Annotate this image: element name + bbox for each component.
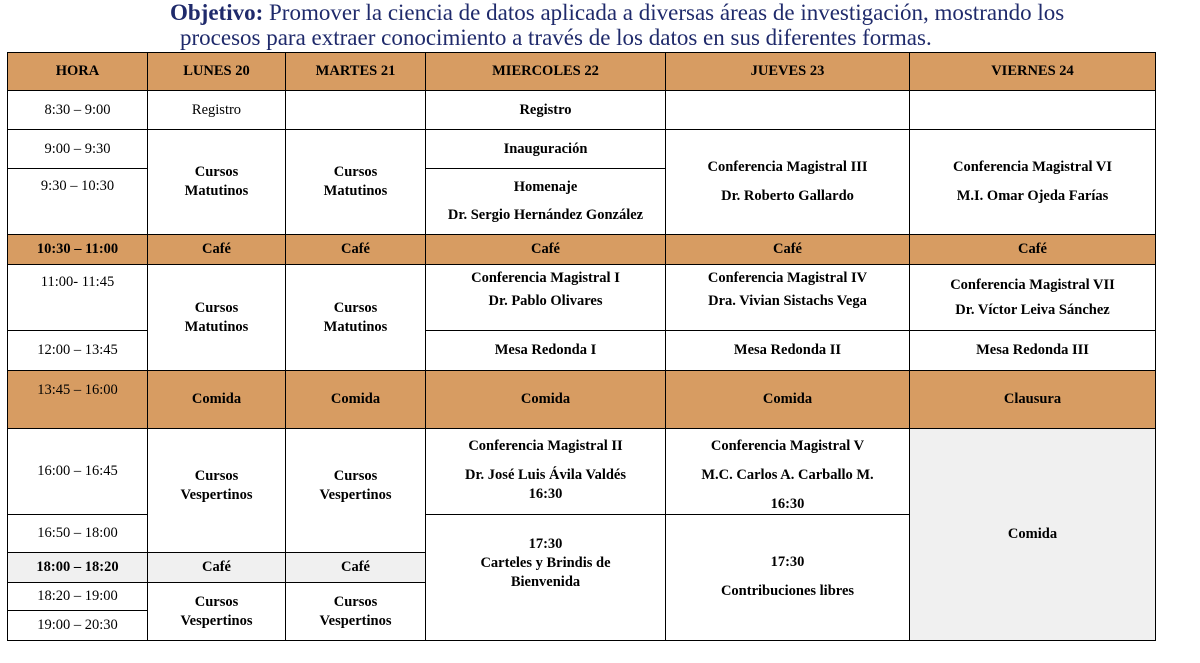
time-cell: 19:00 – 20:30 <box>8 611 148 641</box>
registro-lunes: Registro <box>148 91 286 130</box>
cell-line: Cursos <box>194 164 239 180</box>
cell-line: Cursos <box>333 299 378 316</box>
homenaje <box>426 169 666 235</box>
cell-line: Matutinos <box>323 318 388 335</box>
cell-line: Dra. Vivian Sistachs Vega <box>708 293 867 309</box>
cell-line: 16:30 <box>770 496 805 512</box>
time-cell: 12:00 – 13:45 <box>8 331 148 371</box>
comida-martes: Comida <box>286 371 426 429</box>
time-cell: 16:50 – 18:00 <box>8 515 148 553</box>
comida-miercoles: Comida <box>426 371 666 429</box>
cell-line: Conferencia Magistral V <box>710 438 865 454</box>
cell-line: M.C. Carlos A. Carballo M. <box>701 467 874 483</box>
cell-line: Conferencia Magistral II <box>468 438 623 454</box>
table-row <box>8 371 1156 429</box>
cell-line: Dr. Víctor Leiva Sánchez <box>955 301 1110 318</box>
cell-line: Vespertinos <box>180 612 253 629</box>
clausura: Clausura <box>910 371 1156 429</box>
registro-miercoles: Registro <box>426 91 666 130</box>
cell-line: Cursos <box>194 593 239 610</box>
cell-line: Vespertinos <box>319 487 392 503</box>
cell-line: Matutinos <box>184 318 249 335</box>
table-row <box>8 91 1156 130</box>
table-row <box>8 130 1156 169</box>
conferencia-magistral-vii <box>910 265 1156 331</box>
mesa-redonda-i: Mesa Redonda I <box>426 331 666 371</box>
conferencia-magistral-v <box>666 429 910 515</box>
cell-line: Conferencia Magistral VI <box>953 159 1112 175</box>
cell-line: Homenaje <box>513 179 578 195</box>
cursos-vespertinos-lunes <box>148 429 286 553</box>
time-cell: 18:20 – 19:00 <box>8 583 148 611</box>
cafe-lunes: Café <box>148 235 286 265</box>
cell-line: Carteles y Brindis de <box>480 555 611 571</box>
carteles-brindis <box>426 515 666 641</box>
cell-line: Contribuciones libres <box>720 583 855 599</box>
empty-cell <box>286 91 426 130</box>
header-miercoles: MIERCOLES 22 <box>426 53 666 91</box>
conferencia-magistral-iv <box>666 265 910 331</box>
inauguracion: Inauguración <box>426 130 666 169</box>
cell-line: Vespertinos <box>180 487 253 503</box>
cell-line: 16:30 <box>528 486 563 502</box>
cell-line: Matutinos <box>184 183 249 199</box>
cursos-vespertinos-martes-2 <box>286 583 426 641</box>
time-cell: 9:30 – 10:30 <box>8 169 148 235</box>
cell-line: Cursos <box>194 299 239 316</box>
cursos-matutinos-martes <box>286 130 426 235</box>
objective-line-2: procesos para extraer conocimiento a través de los datos en sus diferentes formas. <box>180 25 932 50</box>
header-martes: MARTES 21 <box>286 53 426 91</box>
objective-line-1: Promover la ciencia de datos aplicada a diversas áreas de investigación, mostrando los <box>269 0 1065 25</box>
header-lunes: LUNES 20 <box>148 53 286 91</box>
cafe-lunes-2: Café <box>148 553 286 583</box>
mesa-redonda-ii: Mesa Redonda II <box>666 331 910 371</box>
time-cell: 8:30 – 9:00 <box>8 91 148 130</box>
schedule-table <box>7 52 1156 641</box>
empty-cell <box>910 91 1156 130</box>
cafe-viernes: Café <box>910 235 1156 265</box>
cursos-vespertinos-lunes-2 <box>148 583 286 641</box>
cafe-jueves: Café <box>666 235 910 265</box>
cell-line: Bienvenida <box>510 574 581 590</box>
time-cell: 13:45 – 16:00 <box>8 371 148 429</box>
cursos-matutinos-martes-2 <box>286 265 426 371</box>
cell-line: Vespertinos <box>319 612 392 629</box>
cell-line: 17:30 <box>770 554 805 570</box>
cell-line: Cursos <box>333 468 378 484</box>
comida-jueves: Comida <box>666 371 910 429</box>
cell-line: Cursos <box>333 593 378 610</box>
cell-line: Conferencia Magistral III <box>707 159 868 175</box>
cafe-martes: Café <box>286 235 426 265</box>
conferencia-magistral-iii <box>666 130 910 235</box>
conferencia-magistral-vi <box>910 130 1156 235</box>
cafe-miercoles: Café <box>426 235 666 265</box>
time-cell: 9:00 – 9:30 <box>8 130 148 169</box>
cell-line: Dr. Sergio Hernández González <box>447 207 644 223</box>
cell-line: Cursos <box>333 164 378 180</box>
time-cell: 18:00 – 18:20 <box>8 553 148 583</box>
table-row <box>8 429 1156 515</box>
cafe-martes-2: Café <box>286 553 426 583</box>
cell-line: Conferencia Magistral I <box>471 270 620 286</box>
table-row <box>8 265 1156 331</box>
cursos-matutinos-lunes-2 <box>148 265 286 371</box>
cell-line: M.I. Omar Ojeda Farías <box>956 188 1109 204</box>
cursos-vespertinos-martes <box>286 429 426 553</box>
contribuciones-libres <box>666 515 910 641</box>
time-cell: 10:30 – 11:00 <box>8 235 148 265</box>
cursos-matutinos-lunes <box>148 130 286 235</box>
cell-line: Conferencia Magistral IV <box>707 270 868 286</box>
cell-line: Dr. José Luis Ávila Valdés <box>464 467 626 483</box>
cell-line: Dr. Roberto Gallardo <box>721 188 854 204</box>
mesa-redonda-iii: Mesa Redonda III <box>910 331 1156 371</box>
objective-text <box>170 0 1190 50</box>
cell-line: Dr. Pablo Olivares <box>488 293 603 309</box>
comida-lunes: Comida <box>148 371 286 429</box>
cell-line: Cursos <box>194 468 239 484</box>
cell-line: 17:30 <box>528 536 563 552</box>
header-row <box>8 53 1156 91</box>
table-row <box>8 235 1156 265</box>
objective-label: Objetivo: <box>170 0 264 25</box>
comida-viernes: Comida <box>910 429 1156 641</box>
conferencia-magistral-i <box>426 265 666 331</box>
cell-line: Matutinos <box>323 183 388 199</box>
time-cell: 11:00- 11:45 <box>8 265 148 331</box>
header-hora: HORA <box>8 53 148 91</box>
header-jueves: JUEVES 23 <box>666 53 910 91</box>
cell-line: Conferencia Magistral VII <box>950 276 1115 293</box>
empty-cell <box>666 91 910 130</box>
time-cell: 16:00 – 16:45 <box>8 429 148 515</box>
conferencia-magistral-ii <box>426 429 666 515</box>
header-viernes: VIERNES 24 <box>910 53 1156 91</box>
